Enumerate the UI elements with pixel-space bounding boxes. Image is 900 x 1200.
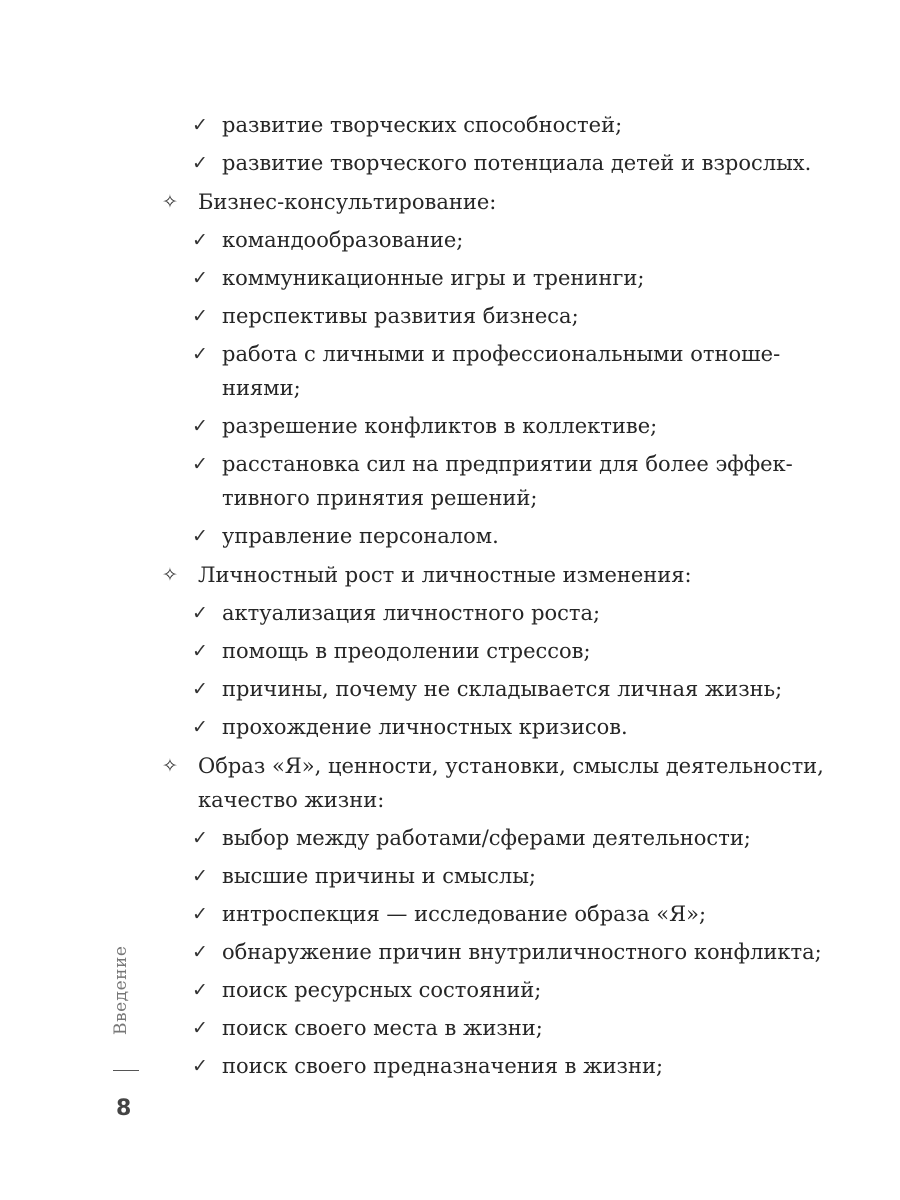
list-item [160,108,770,142]
list-item [160,146,812,180]
list-item [160,337,781,405]
item-text: высшие причины и смыслы; [222,864,536,888]
item-text-continuation: качество жизни: [198,788,385,812]
checkmark-icon: ✓ [192,453,208,475]
running-head: Введение [111,945,131,1035]
list-item [160,1049,770,1083]
diamond-bullet-icon: ✧ [162,191,178,213]
item-text: развитие творческих способностей; [222,113,623,137]
checkmark-icon: ✓ [192,602,208,624]
section-item [160,749,824,817]
item-text: причины, почему не складывается личная жизнь; [222,677,783,701]
item-text-continuation: ниями; [222,376,301,400]
item-text-continuation: тивного принятия решений; [222,486,538,510]
checkmark-icon: ✓ [192,979,208,1001]
checkmark-icon: ✓ [192,229,208,251]
list-item [160,897,770,931]
list-item [160,973,770,1007]
item-text: командообразование; [222,228,464,252]
item-text: работа с личными и профессиональными отноше- [222,342,781,366]
list-item [160,299,770,333]
list-item [160,519,770,553]
section-item [160,185,770,219]
checkmark-icon: ✓ [192,941,208,963]
list-item [160,710,770,744]
checkmark-icon: ✓ [192,152,208,174]
list-item [160,859,770,893]
list-item [160,223,770,257]
item-text: поиск своего места в жизни; [222,1016,543,1040]
checkmark-icon: ✓ [192,525,208,547]
page-number: 8 [116,1096,132,1121]
checkmark-icon: ✓ [192,415,208,437]
checkmark-icon: ✓ [192,865,208,887]
checkmark-icon: ✓ [192,267,208,289]
item-text: поиск ресурсных состояний; [222,978,542,1002]
list-item [160,1011,770,1045]
checkmark-icon: ✓ [192,343,208,365]
list-item [160,447,793,515]
folio-rule [113,1070,139,1071]
item-text: перспективы развития бизнеса; [222,304,579,328]
item-text: разрешение конфликтов в коллективе; [222,414,658,438]
item-text: обнаружение причин внутриличностного конфликта; [222,940,822,964]
list-item [160,672,783,706]
item-text: выбор между работами/сферами деятельности; [222,826,751,850]
item-text: интроспекция — исследование образа «Я»; [222,902,707,926]
checkmark-icon: ✓ [192,903,208,925]
item-text: Образ «Я», ценности, установки, смыслы деятельности, [198,754,824,778]
section-item [160,558,770,592]
item-text: управление персоналом. [222,524,499,548]
list-item [160,596,770,630]
list-item [160,935,822,969]
item-text: развитие творческого потенциала детей и взрослых. [222,151,812,175]
list-item [160,409,770,443]
checkmark-icon: ✓ [192,827,208,849]
checkmark-icon: ✓ [192,1055,208,1077]
item-text: коммуникационные игры и тренинги; [222,266,645,290]
item-text: Личностный рост и личностные изменения: [198,563,692,587]
list-item [160,261,770,295]
item-text: Бизнес-консультирование: [198,190,497,214]
list-item [160,634,770,668]
diamond-bullet-icon: ✧ [162,755,178,777]
item-text: помощь в преодолении стрессов; [222,639,591,663]
checkmark-icon: ✓ [192,678,208,700]
checkmark-icon: ✓ [192,305,208,327]
list-item [160,821,770,855]
diamond-bullet-icon: ✧ [162,564,178,586]
page-content [160,108,824,1083]
checkmark-icon: ✓ [192,716,208,738]
item-text: расстановка сил на предприятии для более эффек- [222,452,793,476]
item-text: поиск своего предназначения в жизни; [222,1054,664,1078]
checkmark-icon: ✓ [192,1017,208,1039]
item-text: актуализация личностного роста; [222,601,601,625]
item-text: прохождение личностных кризисов. [222,715,628,739]
checkmark-icon: ✓ [192,640,208,662]
checkmark-icon: ✓ [192,114,208,136]
